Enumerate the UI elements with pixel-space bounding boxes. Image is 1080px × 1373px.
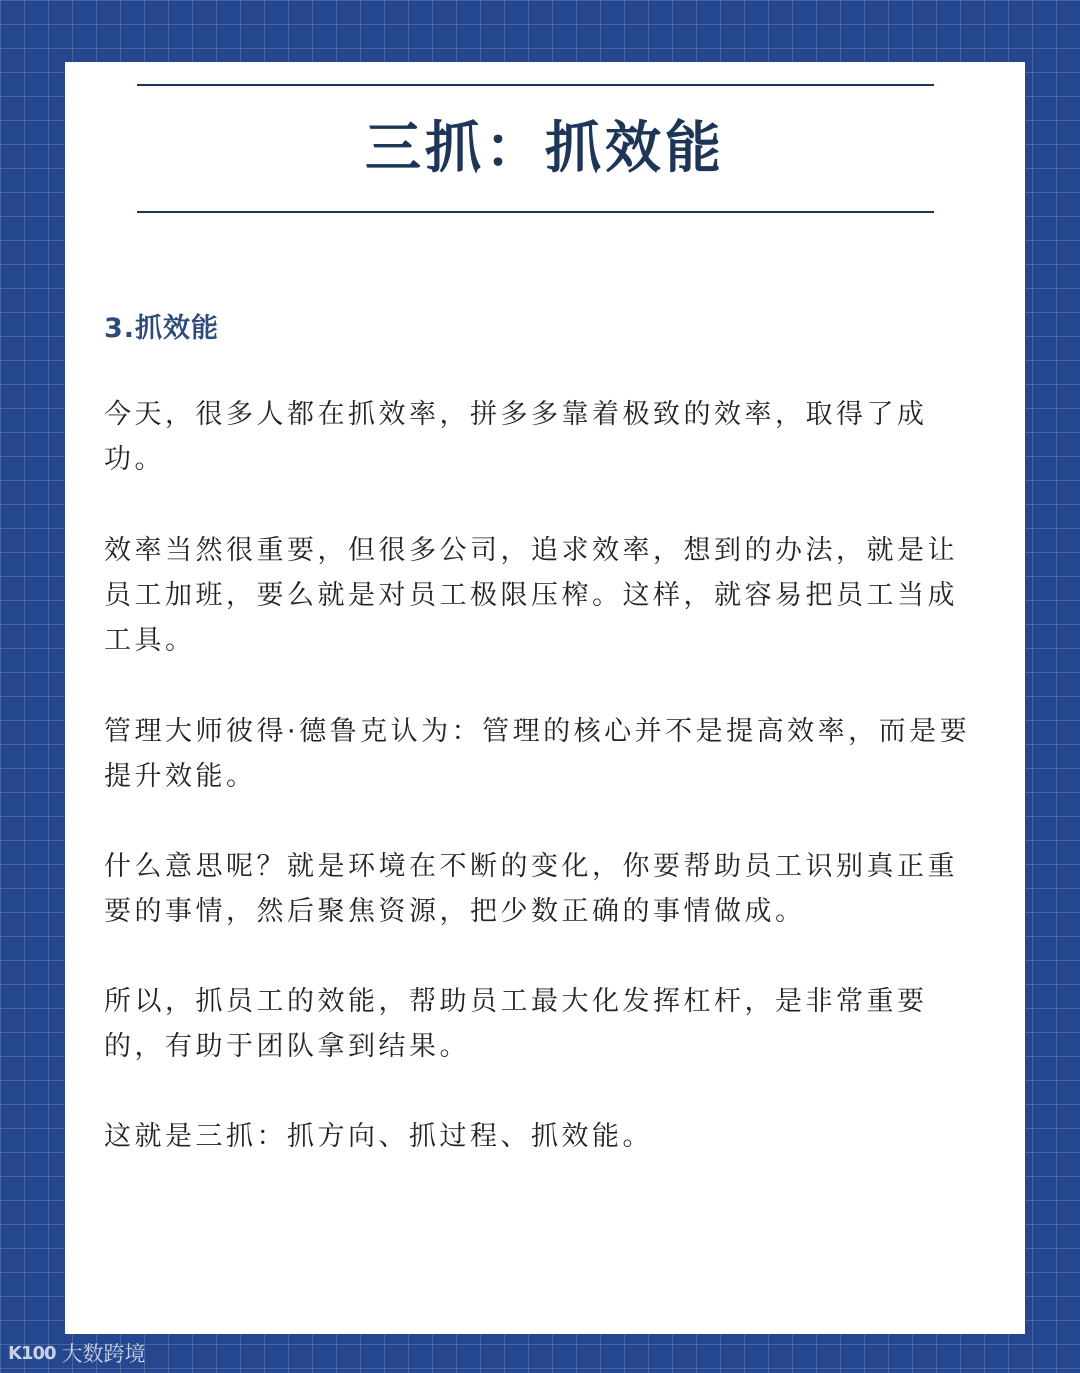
page-title: 三抓：抓效能 — [365, 116, 725, 181]
watermark-logo-icon: K100 — [8, 1342, 56, 1364]
paragraph-5: 所以，抓员工的效能，帮助员工最大化发挥杠杆，是非常重要的，有助于团队拿到结果。 — [104, 986, 928, 1062]
paragraph-4: 什么意思呢？就是环境在不断的变化，你要帮助员工识别真正重要的事情，然后聚焦资源，把少数正确的事情做成。 — [104, 851, 958, 927]
paragraph-3: 管理大师彼得·德鲁克认为：管理的核心并不是提高效率，而是要提升效能。 — [104, 716, 971, 792]
watermark — [8, 1338, 146, 1368]
watermark-text: 大数跨境 — [61, 1342, 146, 1366]
title-bottom-rule — [137, 211, 934, 213]
paragraph-2: 效率当然很重要，但很多公司，追求效率，想到的办法，就是让员工加班，要么就是对员工极限压榨。这样，就容易把员工当成工具。 — [104, 535, 958, 656]
section-heading: 3.抓效能 — [104, 313, 220, 344]
paragraph-6: 这就是三抓：抓方向、抓过程、抓效能。 — [104, 1121, 653, 1152]
title-top-rule — [137, 84, 934, 86]
article-card — [65, 62, 1025, 1334]
paragraph-1: 今天，很多人都在抓效率，拼多多靠着极致的效率，取得了成功。 — [104, 399, 928, 475]
